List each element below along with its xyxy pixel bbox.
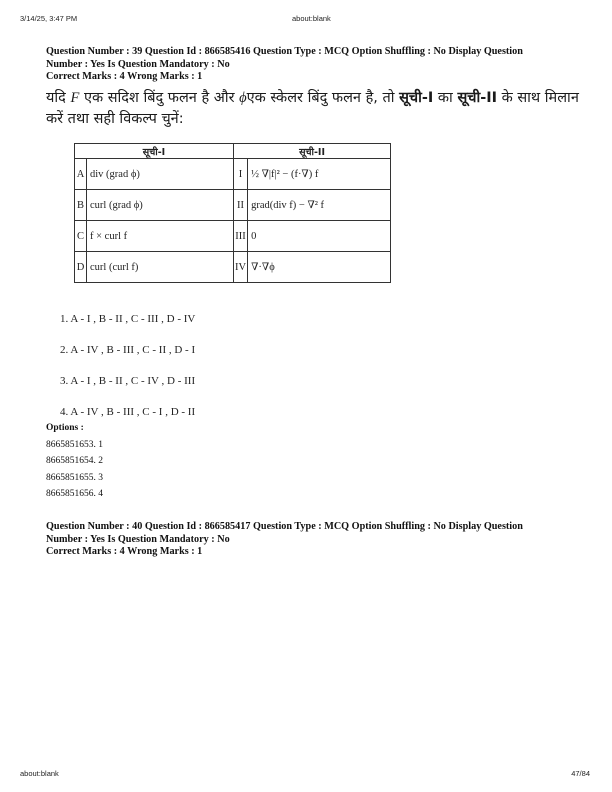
q39-meta-line2: Number : Yes Is Question Mandatory : No — [46, 58, 230, 70]
print-datetime: 3/14/25, 3:47 PM — [20, 14, 78, 23]
q39-marks: Correct Marks : 4 Wrong Marks : 1 — [46, 71, 203, 82]
table-row: A div (grad ϕ) I ½ ∇|f|² − (f·∇) f — [75, 159, 391, 190]
q40-marks: Correct Marks : 4 Wrong Marks : 1 — [46, 546, 203, 557]
choice-2: 2. A - IV , B - III , C - II , D - I — [60, 344, 196, 356]
table-row: D curl (curl f) IV ∇·∇ϕ — [75, 252, 391, 283]
q40-meta-line1: Question Number : 40 Question Id : 866585417 Question Type : MCQ Option Shuffling : No Display Question — [46, 521, 523, 532]
answer-choices — [60, 311, 195, 435]
match-table — [74, 143, 391, 283]
option-id-4: 8665851656. 4 — [46, 489, 103, 499]
page-number: 47/84 — [571, 769, 590, 778]
question-40-header — [46, 521, 576, 559]
options-label: Options : — [46, 423, 84, 433]
choice-4: 4. A - IV , B - III , C - I , D - II — [60, 406, 196, 418]
q39-meta-line1: Question Number : 39 Question Id : 866585416 Question Type : MCQ Option Shuffling : No Display Question — [46, 46, 523, 57]
choice-1: 1. A - I , B - II , C - III , D - IV — [60, 313, 196, 325]
table-row: B curl (grad ϕ) II grad(div f) − ∇² f — [75, 190, 391, 221]
question-39-stem: यदि F एक सदिश बिंदु फलन है और ϕएक स्केलर बिंदु फलन है, तो सूची-I का सूची-II के साथ मिलान करें तथा सही विकल्प चुनें: — [46, 90, 579, 127]
option-id-3: 8665851655. 3 — [46, 472, 103, 483]
option-id-2: 8665851654. 2 — [46, 456, 103, 466]
list-2-header: सूची-II — [234, 144, 391, 159]
choice-3: 3. A - I , B - II , C - IV , D - III — [60, 375, 196, 387]
question-39-header — [46, 46, 576, 84]
table-row: C f × curl f III 0 — [75, 221, 391, 252]
footer-url: about:blank — [20, 769, 59, 778]
vector-F: F — [70, 90, 80, 106]
list-1-header: सूची-I — [75, 144, 234, 159]
option-id-1: 8665851653. 1 — [46, 439, 103, 450]
print-title: about:blank — [292, 14, 331, 23]
phi-symbol: ϕ — [239, 90, 247, 106]
q40-meta-line2: Number : Yes Is Question Mandatory : No — [46, 533, 230, 545]
options-list — [46, 420, 103, 503]
